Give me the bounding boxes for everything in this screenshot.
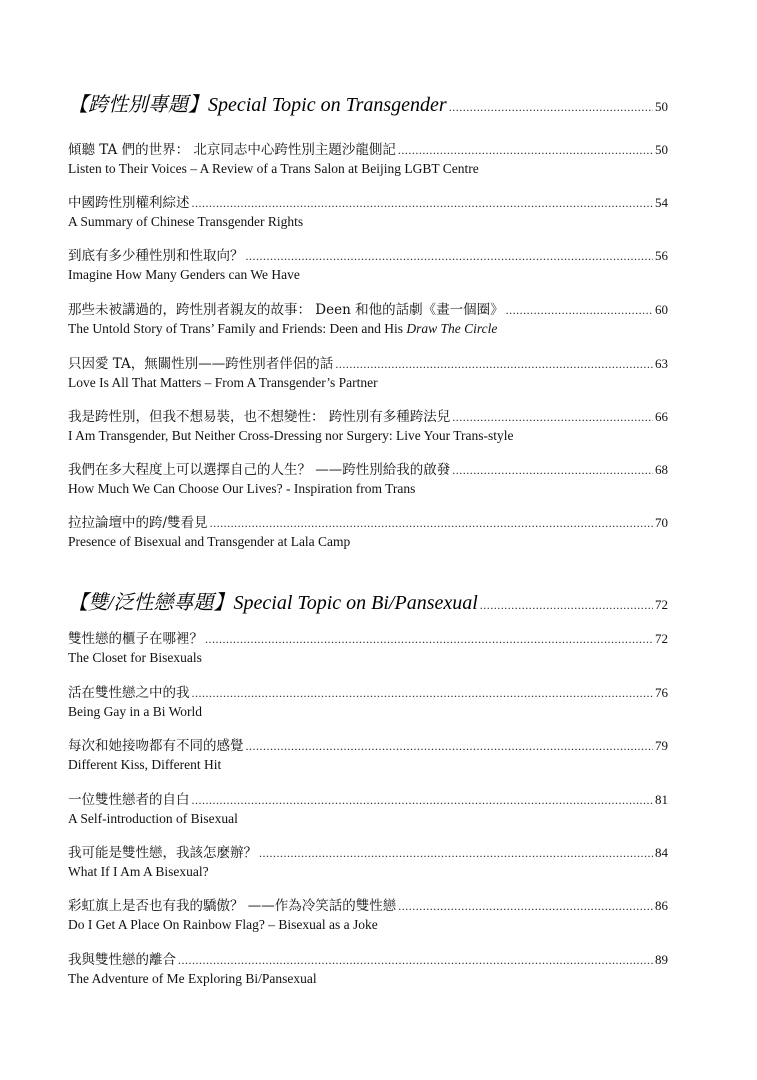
entry-title-en-italic: Draw The Circle [406,321,498,336]
page-number: 89 [655,952,668,967]
toc-entry[interactable] [68,681,668,720]
entry-title-en: The Adventure of Me Exploring Bi/Pansexual [68,971,317,986]
entry-title-zh: 到底有多少種性別和性取向？ [68,248,244,264]
toc-entry[interactable] [68,244,668,283]
toc-entry[interactable] [68,734,668,773]
dot-leader [398,899,653,914]
section-title-transgender [68,88,668,117]
dot-leader [449,100,653,115]
dot-leader [259,846,653,861]
entry-title-zh: 傾聽 TA 們的世界： 北京同志中心跨性別主題沙龍側記 [68,142,396,158]
entry-title-zh: 我可能是雙性戀，我該怎麼辦？ [68,845,257,861]
toc-entry[interactable] [68,138,668,177]
toc-entry[interactable] [68,627,668,666]
dot-leader [506,303,653,318]
entry-title-zh: 活在雙性戀之中的我 [68,685,190,701]
dot-leader [210,516,653,531]
section-title-bi-pansexual [68,586,668,615]
section-title-text: 【跨性別專題】Special Topic on Transgender [68,94,447,116]
entry-title-en: The Closet for Bisexuals [68,650,202,665]
dot-leader [192,686,654,701]
entry-title-en: A Self-introduction of Bisexual [68,811,238,826]
page-number: 72 [655,597,668,612]
entry-title-en: Different Kiss, Different Hit [68,757,222,772]
page-number: 60 [655,302,668,317]
entry-title-en-text: The Untold Story of Trans’ Family and Friends: Deen and His [68,321,407,336]
entry-title-en: Presence of Bisexual and Transgender at Lala Camp [68,534,351,549]
entry-title-en: A Summary of Chinese Transgender Rights [68,214,304,229]
entry-title-zh: 一位雙性戀者的自白 [68,792,190,808]
page-number: 66 [655,409,668,424]
page-number: 50 [655,99,668,114]
entry-title-en: Being Gay in a Bi World [68,704,203,719]
page-number: 56 [655,248,668,263]
entry-title-zh: 彩虹旗上是否也有我的驕傲？ ——作為冷笑話的雙性戀 [68,898,397,914]
toc-entry[interactable] [68,298,668,337]
entry-title-zh: 我是跨性別，但我不想易裝，也不想變性： 跨性別有多種跨法兒 [68,409,451,425]
entry-title-en: What If I Am A Bisexual? [68,864,209,879]
entry-title-zh: 拉拉論壇中的跨/雙看見 [68,515,208,531]
toc-entry[interactable] [68,191,668,230]
entry-title-en: Love Is All That Matters – From A Transgender’s Partner [68,375,378,390]
page-number: 84 [655,845,668,860]
toc-entry[interactable] [68,405,668,444]
entry-title-en: I Am Transgender, But Neither Cross-Dressing nor Surgery: Live Your Trans-style [68,428,514,443]
page-number: 72 [655,631,668,646]
entry-title-en: Do I Get A Place On Rainbow Flag? – Bisexual as a Joke [68,917,378,932]
entry-title-en: Listen to Their Voices – A Review of a Trans Salon at Beijing LGBT Centre [68,161,479,176]
dot-leader [452,463,653,478]
toc-entry[interactable] [68,948,668,987]
dot-leader [192,793,654,808]
entry-title-zh: 只因愛 TA，無關性別——跨性別者伴侶的話 [68,356,334,372]
page-number: 86 [655,898,668,913]
entry-title-zh: 我與雙性戀的離合 [68,952,176,968]
toc-entry[interactable] [68,458,668,497]
toc-entry[interactable] [68,511,668,550]
entry-title-zh: 中國跨性別權利綜述 [68,195,190,211]
toc-entry[interactable] [68,788,668,827]
entry-title-zh: 我們在多大程度上可以選擇自己的人生？ ——跨性別給我的啟發 [68,462,451,478]
page-number: 70 [655,515,668,530]
section-title-text: 【雙/泛性戀專題】Special Topic on Bi/Pansexual [68,592,478,614]
dot-leader [452,410,653,425]
entry-title-en: Imagine How Many Genders can We Have [68,267,300,282]
dot-leader [246,739,654,754]
dot-leader [480,598,653,613]
page-number: 81 [655,792,668,807]
dot-leader [246,249,654,264]
entry-title-en: How Much We Can Choose Our Lives? - Inspiration from Trans [68,481,416,496]
toc-entry[interactable] [68,841,668,880]
entry-title-zh: 每次和她接吻都有不同的感覺 [68,738,244,754]
page-number: 79 [655,738,668,753]
entry-title-zh: 那些未被講過的，跨性別者親友的故事： Deen 和他的話劇《畫一個圈》 [68,302,504,318]
dot-leader [205,632,653,647]
toc-entry[interactable] [68,352,668,391]
dot-leader [335,357,653,372]
dot-leader [178,953,653,968]
entry-title-en [68,321,668,337]
page-number: 54 [655,195,668,210]
dot-leader [398,143,653,158]
page-number: 68 [655,462,668,477]
toc-entry[interactable] [68,894,668,933]
entry-title-zh: 雙性戀的櫃子在哪裡？ [68,631,203,647]
page-number: 76 [655,685,668,700]
page-number: 50 [655,142,668,157]
page-number: 63 [655,356,668,371]
dot-leader [192,196,654,211]
